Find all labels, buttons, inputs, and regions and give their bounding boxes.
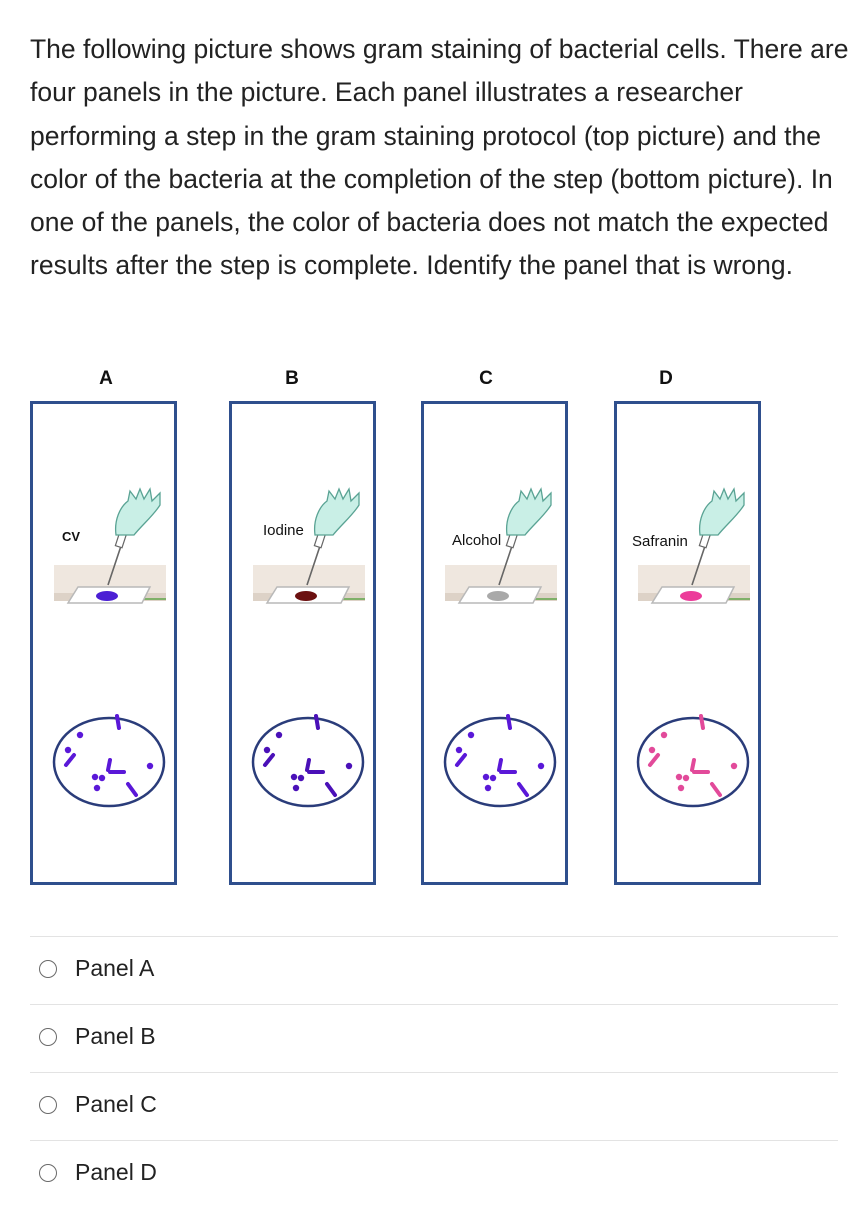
panel-d-reagent: Safranin bbox=[632, 533, 688, 550]
bacillus-icon bbox=[508, 716, 510, 728]
option-panel-a[interactable] bbox=[30, 936, 838, 1004]
coccus-icon bbox=[676, 774, 682, 780]
gloved-hand-icon bbox=[315, 489, 359, 535]
coccus-icon bbox=[538, 763, 544, 769]
coccus-icon bbox=[99, 775, 105, 781]
coccus-icon bbox=[485, 785, 491, 791]
smear-icon bbox=[96, 591, 118, 601]
panel-b-letter: B bbox=[285, 368, 299, 389]
radio-button[interactable] bbox=[39, 1028, 57, 1046]
option-panel-b[interactable] bbox=[30, 1004, 838, 1072]
radio-button[interactable] bbox=[39, 960, 57, 978]
coccus-icon bbox=[77, 732, 83, 738]
option-label: Panel C bbox=[75, 1091, 157, 1117]
coccus-icon bbox=[92, 774, 98, 780]
panel-c-reagent: Alcohol bbox=[452, 532, 502, 549]
option-panel-d[interactable] bbox=[30, 1140, 838, 1208]
answer-options bbox=[30, 936, 838, 1208]
gloved-hand-icon bbox=[116, 489, 160, 535]
bacillus-icon bbox=[316, 716, 318, 728]
bacillus-icon bbox=[692, 760, 694, 770]
bacillus-icon bbox=[307, 760, 309, 770]
coccus-icon bbox=[661, 732, 667, 738]
bacillus-icon bbox=[499, 760, 501, 770]
coccus-icon bbox=[264, 747, 270, 753]
coccus-icon bbox=[731, 763, 737, 769]
panel-a-letter: A bbox=[99, 368, 113, 389]
coccus-icon bbox=[291, 774, 297, 780]
coccus-icon bbox=[683, 775, 689, 781]
gram-stain-figure bbox=[0, 355, 868, 900]
panel-a-scene bbox=[42, 425, 192, 885]
bacillus-icon bbox=[108, 760, 110, 770]
coccus-icon bbox=[65, 747, 71, 753]
coccus-icon bbox=[468, 732, 474, 738]
option-label: Panel A bbox=[75, 955, 155, 981]
panel-b-reagent: Iodine bbox=[263, 522, 304, 539]
gloved-hand-icon bbox=[700, 489, 744, 535]
coccus-icon bbox=[490, 775, 496, 781]
coccus-icon bbox=[483, 774, 489, 780]
question-text: The following picture shows gram staining of bacterial cells. There are four panels in the picture. Each panel illustrates a researcher performing a step in the gram staining protocol (top picture) and the color of the bacteria at the completion of the step (bottom picture). In one of the panels, the color of bacteria does not match the expected results after the step is complete. Identify the panel that is wrong. bbox=[30, 34, 849, 281]
smear-icon bbox=[680, 591, 702, 601]
option-label: Panel B bbox=[75, 1023, 156, 1049]
panel-a-reagent: CV bbox=[62, 529, 81, 544]
bacillus-icon bbox=[701, 716, 703, 728]
coccus-icon bbox=[147, 763, 153, 769]
coccus-icon bbox=[649, 747, 655, 753]
panel-b-scene bbox=[241, 425, 391, 885]
coccus-icon bbox=[678, 785, 684, 791]
radio-button[interactable] bbox=[39, 1096, 57, 1114]
option-panel-c[interactable] bbox=[30, 1072, 838, 1140]
coccus-icon bbox=[298, 775, 304, 781]
panel-d-scene bbox=[626, 425, 776, 885]
smear-icon bbox=[487, 591, 509, 601]
coccus-icon bbox=[94, 785, 100, 791]
coccus-icon bbox=[276, 732, 282, 738]
option-label: Panel D bbox=[75, 1159, 157, 1185]
panel-c-letter: C bbox=[479, 368, 493, 389]
coccus-icon bbox=[293, 785, 299, 791]
gloved-hand-icon bbox=[507, 489, 551, 535]
panel-d-letter: D bbox=[659, 368, 673, 389]
smear-icon bbox=[295, 591, 317, 601]
coccus-icon bbox=[346, 763, 352, 769]
panel-c-scene bbox=[433, 425, 583, 885]
radio-button[interactable] bbox=[39, 1164, 57, 1182]
bacillus-icon bbox=[117, 716, 119, 728]
coccus-icon bbox=[456, 747, 462, 753]
